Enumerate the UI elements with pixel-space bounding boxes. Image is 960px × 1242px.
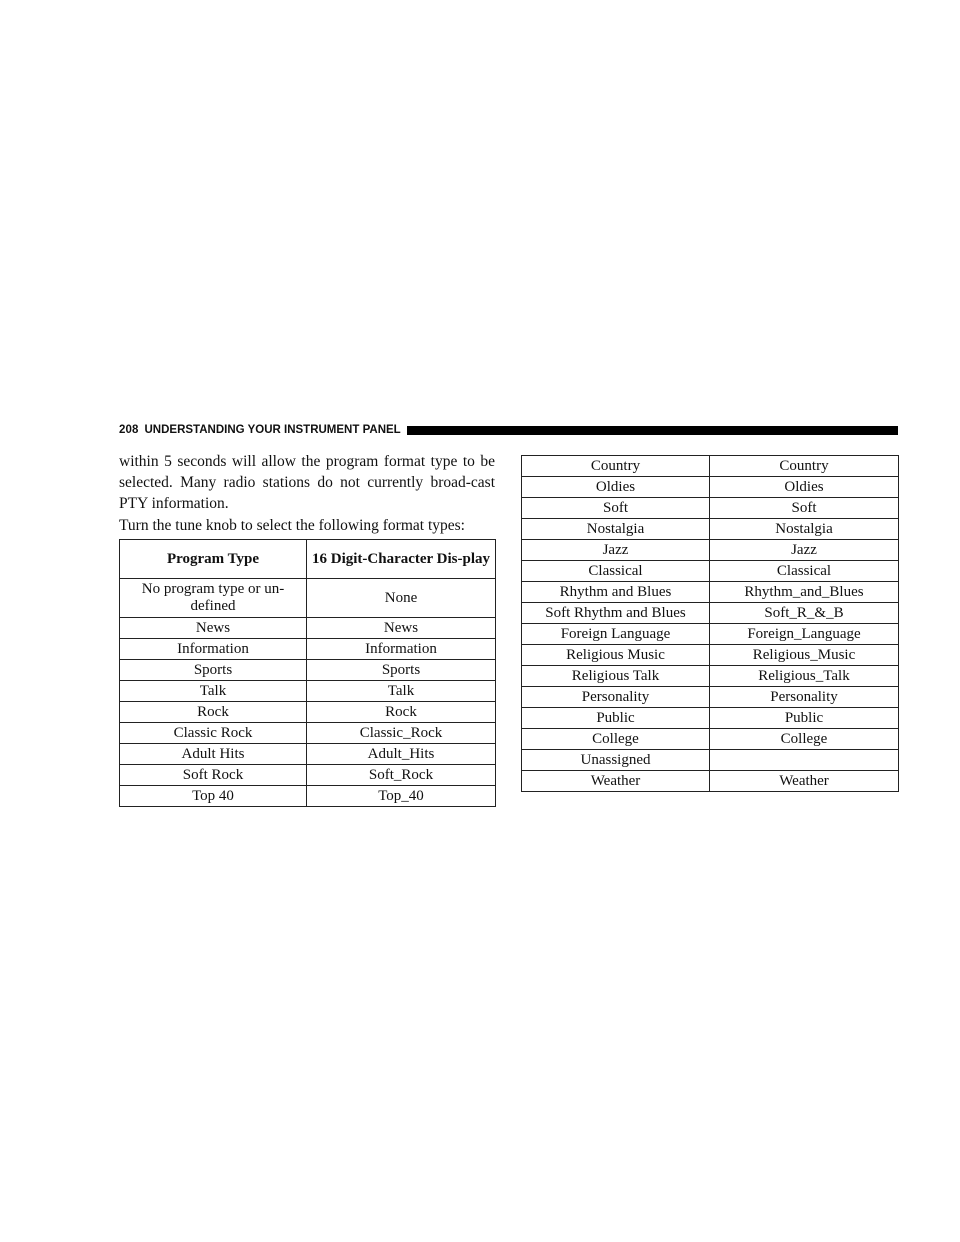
table-row <box>522 624 899 645</box>
cell-display: Rock <box>307 702 496 723</box>
cell-program-type: Classic Rock <box>120 723 307 744</box>
cell-program-type: Personality <box>522 687 710 708</box>
table-row <box>522 645 899 666</box>
cell-display: Religious_Music <box>710 645 899 666</box>
cell-display: Classical <box>710 561 899 582</box>
table-row <box>522 750 899 771</box>
cell-display: None <box>307 579 496 618</box>
cell-display <box>710 750 899 771</box>
table-row <box>120 681 496 702</box>
cell-program-type: Information <box>120 639 307 660</box>
table-row <box>120 618 496 639</box>
cell-display: Top_40 <box>307 786 496 807</box>
table-row <box>522 561 899 582</box>
table-row <box>120 723 496 744</box>
table-row <box>120 660 496 681</box>
cell-program-type: Nostalgia <box>522 519 710 540</box>
program-type-table-continued <box>521 455 899 792</box>
cell-display: Jazz <box>710 540 899 561</box>
header-program-type: Program Type <box>120 540 307 579</box>
cell-program-type: Classical <box>522 561 710 582</box>
cell-display: College <box>710 729 899 750</box>
cell-program-type: Soft Rock <box>120 765 307 786</box>
page-number: 208 <box>119 424 139 436</box>
page-header <box>119 422 898 438</box>
cell-program-type: Soft Rhythm and Blues <box>522 603 710 624</box>
cell-display: Personality <box>710 687 899 708</box>
cell-display: News <box>307 618 496 639</box>
cell-program-type: Weather <box>522 771 710 792</box>
table-row <box>120 702 496 723</box>
header-display: 16 Digit-Character Dis-play <box>307 540 496 579</box>
cell-program-type: Rhythm and Blues <box>522 582 710 603</box>
cell-program-type: Oldies <box>522 477 710 498</box>
cell-display: Talk <box>307 681 496 702</box>
cell-display: Foreign_Language <box>710 624 899 645</box>
table-row <box>522 603 899 624</box>
cell-program-type: Soft <box>522 498 710 519</box>
intro-paragraph: within 5 seconds will allow the program format type to be selected. Many radio stations do not currently broad-cast PTY information. <box>119 453 495 512</box>
table-row <box>522 687 899 708</box>
table-row <box>522 771 899 792</box>
section-title: UNDERSTANDING YOUR INSTRUMENT PANEL <box>144 424 401 436</box>
cell-display: Oldies <box>710 477 899 498</box>
table-row <box>522 708 899 729</box>
table-row <box>522 666 899 687</box>
cell-display: Soft <box>710 498 899 519</box>
table-row <box>120 639 496 660</box>
program-type-table <box>119 539 496 807</box>
cell-program-type: Talk <box>120 681 307 702</box>
cell-display: Classic_Rock <box>307 723 496 744</box>
table-row <box>120 765 496 786</box>
table-row <box>522 540 899 561</box>
cell-display: Sports <box>307 660 496 681</box>
cell-display: Soft_R_&_B <box>710 603 899 624</box>
cell-program-type: Top 40 <box>120 786 307 807</box>
cell-display: Nostalgia <box>710 519 899 540</box>
cell-program-type: Country <box>522 456 710 477</box>
cell-display: Rhythm_and_Blues <box>710 582 899 603</box>
cell-display: Soft_Rock <box>307 765 496 786</box>
table-row <box>522 582 899 603</box>
cell-program-type: News <box>120 618 307 639</box>
cell-program-type: College <box>522 729 710 750</box>
table-row <box>120 579 496 618</box>
cell-display: Weather <box>710 771 899 792</box>
cell-program-type: No program type or un-defined <box>120 579 307 618</box>
table-row <box>522 498 899 519</box>
cell-program-type: Sports <box>120 660 307 681</box>
cell-program-type: Religious Talk <box>522 666 710 687</box>
table-row <box>522 456 899 477</box>
cell-display: Adult_Hits <box>307 744 496 765</box>
table-row <box>522 477 899 498</box>
cell-program-type: Rock <box>120 702 307 723</box>
table-row <box>522 729 899 750</box>
cell-program-type: Jazz <box>522 540 710 561</box>
table-row <box>120 744 496 765</box>
table-row <box>522 519 899 540</box>
cell-display: Religious_Talk <box>710 666 899 687</box>
cell-program-type: Foreign Language <box>522 624 710 645</box>
instruction-paragraph: Turn the tune knob to select the following format types: <box>119 517 465 534</box>
table-header-row <box>120 540 496 579</box>
table-row <box>120 786 496 807</box>
cell-program-type: Religious Music <box>522 645 710 666</box>
cell-display: Public <box>710 708 899 729</box>
cell-program-type: Public <box>522 708 710 729</box>
cell-display: Information <box>307 639 496 660</box>
cell-program-type: Adult Hits <box>120 744 307 765</box>
header-rule <box>407 426 898 435</box>
cell-display: Country <box>710 456 899 477</box>
cell-program-type: Unassigned <box>522 750 710 771</box>
